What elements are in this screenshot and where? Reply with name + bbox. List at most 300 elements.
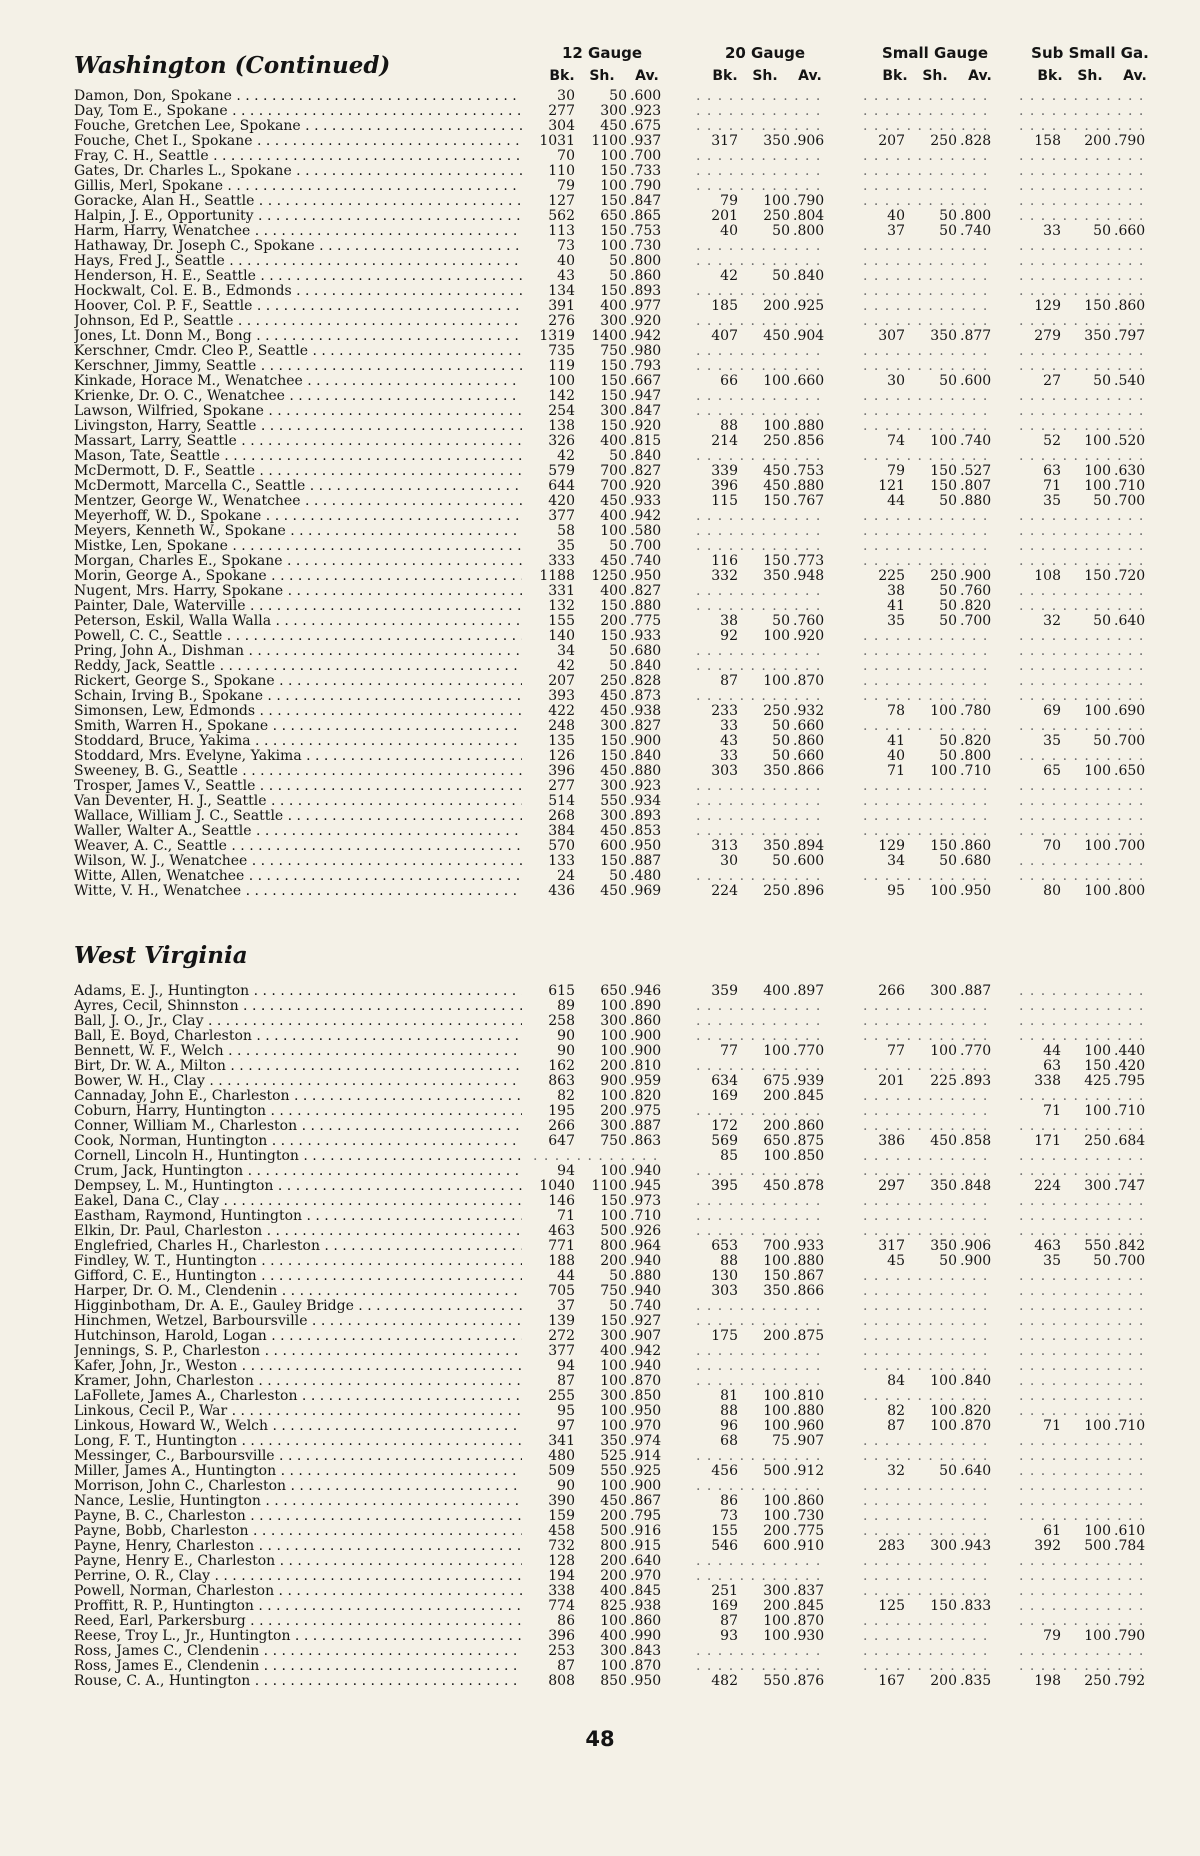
shooter-name: Kafer, John, Jr., Weston . . .: [74, 1359, 522, 1373]
broken-count: 35: [1043, 493, 1061, 509]
broken-count: 40: [887, 208, 905, 224]
table-row: [0, 449, 1200, 463]
broken-count: 108: [1034, 568, 1061, 584]
average: .710: [1114, 478, 1146, 494]
average: .700: [1114, 493, 1146, 509]
shot-count: 450: [600, 763, 627, 779]
table-row: [0, 524, 1200, 538]
average: .700: [630, 538, 662, 554]
average: .865: [630, 208, 662, 224]
table-row: [0, 314, 1200, 328]
broken-count: 42: [720, 268, 738, 284]
shot-count: 450: [600, 118, 627, 134]
empty-cell-leader: . . . . . . . . . . . .: [1019, 1433, 1145, 1449]
broken-count: 88: [720, 418, 738, 434]
broken-count: 42: [557, 448, 575, 464]
shot-count: 250: [763, 433, 790, 449]
empty-cell-leader: . . . . . . . . . . . .: [1019, 853, 1145, 869]
broken-count: 40: [887, 748, 905, 764]
broken-count: 251: [711, 1583, 738, 1599]
shot-count: 50: [609, 253, 627, 269]
average: .977: [630, 298, 662, 314]
average: .640: [630, 1553, 662, 1569]
shooter-name: Gifford, C. E., Huntington . . .: [74, 1269, 522, 1283]
empty-cell-leader: . . . . . . . . . . . .: [696, 1013, 822, 1029]
shot-count: 225: [930, 1073, 957, 1089]
average: .840: [630, 748, 662, 764]
table-row: [0, 1059, 1200, 1073]
shot-count: 200: [763, 1598, 790, 1614]
empty-cell-leader: . . . . . . . . . . . .: [863, 538, 989, 554]
shooter-name: Morrison, John C., Charleston . . .: [74, 1479, 522, 1493]
shot-count: 250: [763, 883, 790, 899]
average: .810: [630, 1058, 662, 1074]
table-row: [0, 1014, 1200, 1028]
average: .893: [960, 1073, 992, 1089]
broken-count: 32: [1043, 613, 1061, 629]
broken-count: 27: [1043, 373, 1061, 389]
average: .887: [630, 1118, 662, 1134]
empty-cell-leader: . . . . . . . . . . . .: [696, 688, 822, 704]
average: .969: [630, 883, 662, 899]
table-row: [0, 1584, 1200, 1598]
average: .720: [1114, 568, 1146, 584]
broken-count: 253: [548, 1643, 575, 1659]
shot-count: 200: [600, 613, 627, 629]
shot-count: 250: [600, 673, 627, 689]
average: .877: [960, 328, 992, 344]
shot-count: 50: [1093, 613, 1111, 629]
shot-count: 100: [763, 1508, 790, 1524]
broken-count: 79: [1043, 1628, 1061, 1644]
average: .907: [630, 1328, 662, 1344]
average: .920: [630, 418, 662, 434]
table-row: [0, 839, 1200, 853]
broken-count: 159: [548, 1508, 575, 1524]
column-subheader: Bk.: [882, 68, 908, 84]
shot-count: 1100: [591, 1178, 627, 1194]
average: .640: [960, 1463, 992, 1479]
average: .828: [630, 673, 662, 689]
shot-count: 75: [772, 1433, 790, 1449]
shooter-name: Peterson, Eskil, Walla Walla . . .: [74, 614, 522, 628]
broken-count: 303: [711, 1283, 738, 1299]
broken-count: 43: [720, 733, 738, 749]
broken-count: 96: [720, 1418, 738, 1434]
shooter-name: Fouche, Chet I., Spokane . . .: [74, 134, 522, 148]
broken-count: 37: [557, 1298, 575, 1314]
broken-count: 79: [720, 193, 738, 209]
shot-count: 50: [1093, 493, 1111, 509]
table-row: [0, 764, 1200, 778]
table-row: [0, 209, 1200, 223]
broken-count: 863: [548, 1073, 575, 1089]
broken-count: 87: [720, 1613, 738, 1629]
shooter-name: Smith, Warren H., Spokane . . .: [74, 719, 522, 733]
shot-count: 300: [600, 313, 627, 329]
average: .970: [630, 1418, 662, 1434]
shot-count: 750: [600, 1283, 627, 1299]
shooter-name: Kerschner, Cmdr. Cleo P., Seattle . . .: [74, 344, 522, 358]
empty-cell-leader: . . . . . . . . . . . .: [863, 403, 989, 419]
shooter-name: Simonsen, Lew, Edmonds . . .: [74, 704, 522, 718]
empty-cell-leader: . . . . . . . . . . . .: [696, 793, 822, 809]
shooter-name: Gillis, Merl, Spokane . . .: [74, 179, 522, 193]
average: .845: [630, 1583, 662, 1599]
shooter-name: Dempsey, L. M., Huntington . . .: [74, 1179, 522, 1193]
broken-count: 38: [720, 613, 738, 629]
table-row: [0, 1479, 1200, 1493]
empty-cell-leader: . . . . . . . . . . . .: [863, 1553, 989, 1569]
table-row: [0, 1329, 1200, 1343]
broken-count: 338: [1034, 1073, 1061, 1089]
broken-count: 35: [557, 538, 575, 554]
section-title: Washington (Continued): [74, 52, 391, 79]
average: .820: [630, 1088, 662, 1104]
broken-count: 167: [878, 1673, 905, 1689]
broken-count: 313: [711, 838, 738, 854]
shot-count: 150: [1084, 568, 1111, 584]
empty-cell-leader: . . . . . . . . . . . .: [1019, 583, 1145, 599]
broken-count: 396: [548, 763, 575, 779]
empty-cell-leader: . . . . . . . . . . . .: [696, 1553, 822, 1569]
average: .770: [960, 1043, 992, 1059]
empty-cell-leader: . . . . . . . . . . . .: [1019, 1328, 1145, 1344]
shot-count: 400: [600, 583, 627, 599]
broken-count: 73: [557, 238, 575, 254]
average: .610: [1114, 1523, 1146, 1539]
empty-cell-leader: . . . . . . . . . . . .: [696, 778, 822, 794]
empty-cell-leader: . . . . . . . . . . . .: [1019, 1373, 1145, 1389]
broken-count: 185: [711, 298, 738, 314]
average: .660: [793, 718, 825, 734]
average: .920: [793, 628, 825, 644]
shooter-name: Higginbotham, Dr. A. E., Gauley Bridge . . .: [74, 1299, 522, 1313]
table-row: [0, 614, 1200, 628]
shooter-name: Hutchinson, Harold, Logan . . .: [74, 1329, 522, 1343]
average: .710: [1114, 1418, 1146, 1434]
shot-count: 300: [600, 1643, 627, 1659]
empty-cell-leader: . . . . . . . . . . . .: [863, 88, 989, 104]
average: .795: [1114, 1073, 1146, 1089]
average: .880: [793, 478, 825, 494]
table-row: [0, 704, 1200, 718]
table-row: [0, 164, 1200, 178]
table-row: [0, 104, 1200, 118]
shot-count: 650: [763, 1133, 790, 1149]
shot-count: 100: [1084, 1418, 1111, 1434]
average: .660: [793, 748, 825, 764]
average: .946: [630, 983, 662, 999]
shot-count: 200: [763, 1328, 790, 1344]
broken-count: 482: [711, 1673, 738, 1689]
shot-count: 50: [939, 613, 957, 629]
broken-count: 277: [548, 778, 575, 794]
average: .910: [793, 1538, 825, 1554]
column-subheader: Av.: [798, 68, 822, 84]
shot-count: 450: [600, 1493, 627, 1509]
broken-count: 125: [878, 1598, 905, 1614]
shot-count: 500: [600, 1223, 627, 1239]
average: .933: [630, 628, 662, 644]
shot-count: 650: [600, 983, 627, 999]
average: .740: [960, 433, 992, 449]
shot-count: 800: [600, 1238, 627, 1254]
empty-cell-leader: . . . . . . . . . . . .: [1019, 1403, 1145, 1419]
shot-count: 150: [600, 748, 627, 764]
shot-count: 250: [1084, 1673, 1111, 1689]
empty-cell-leader: . . . . . . . . . . . .: [863, 1628, 989, 1644]
average: .915: [630, 1538, 662, 1554]
table-row: [0, 779, 1200, 793]
shooter-name: Hockwalt, Col. E. B., Edmonds . . .: [74, 284, 522, 298]
shot-count: 700: [763, 1238, 790, 1254]
shooter-name: Bennett, W. F., Welch . . .: [74, 1044, 522, 1058]
average: .804: [793, 208, 825, 224]
broken-count: 82: [557, 1088, 575, 1104]
broken-count: 35: [1043, 1253, 1061, 1269]
broken-count: 341: [548, 1433, 575, 1449]
shooter-name: Elkin, Dr. Paul, Charleston . . .: [74, 1224, 522, 1238]
shooter-name: Reese, Troy L., Jr., Huntington . . .: [74, 1629, 522, 1643]
shot-count: 450: [600, 883, 627, 899]
average: .950: [630, 1403, 662, 1419]
shooter-name: Cornell, Lincoln H., Huntington . . .: [74, 1149, 522, 1163]
shot-count: 100: [1084, 1523, 1111, 1539]
average: .926: [630, 1223, 662, 1239]
shot-count: 100: [600, 1418, 627, 1434]
shot-count: 250: [1084, 1133, 1111, 1149]
shot-count: 100: [763, 1493, 790, 1509]
column-group-header: 12 Gauge: [561, 44, 643, 62]
average: .880: [960, 493, 992, 509]
table-row: [0, 359, 1200, 373]
shot-count: 50: [1093, 1253, 1111, 1269]
shot-count: 600: [763, 1538, 790, 1554]
empty-cell-leader: . . . . . . . . . . . .: [696, 313, 822, 329]
empty-cell-leader: . . . . . . . . . . . .: [696, 238, 822, 254]
average: .870: [630, 1373, 662, 1389]
shot-count: 50: [772, 268, 790, 284]
empty-cell-leader: . . . . . . . . . . . .: [696, 1448, 822, 1464]
average: .680: [630, 643, 662, 659]
table-row: [0, 869, 1200, 883]
empty-cell-leader: . . . . . . . . . . . .: [696, 1298, 822, 1314]
broken-count: 615: [548, 983, 575, 999]
empty-cell-leader: . . . . . . . . . . . .: [1019, 1598, 1145, 1614]
broken-count: 44: [1043, 1043, 1061, 1059]
empty-cell-leader: . . . . . . . . . . . .: [863, 1523, 989, 1539]
empty-cell-leader: . . . . . . . . . . . .: [1019, 358, 1145, 374]
average: .480: [630, 868, 662, 884]
column-subheader: Sh.: [589, 68, 615, 84]
broken-count: 86: [720, 1493, 738, 1509]
broken-count: 317: [878, 1238, 905, 1254]
average: .900: [960, 568, 992, 584]
average: .820: [960, 1403, 992, 1419]
empty-cell-leader: . . . . . . . . . . . .: [696, 1343, 822, 1359]
shooter-name: Perrine, O. R., Clay . . .: [74, 1569, 522, 1583]
shot-count: 300: [600, 1328, 627, 1344]
shooter-name: Long, F. T., Huntington . . .: [74, 1434, 522, 1448]
table-row: [0, 1404, 1200, 1418]
broken-count: 135: [548, 733, 575, 749]
shot-count: 100: [600, 1613, 627, 1629]
average: .710: [1114, 1103, 1146, 1119]
broken-count: 562: [548, 208, 575, 224]
shot-count: 200: [600, 1253, 627, 1269]
empty-cell-leader: . . . . . . . . . . . .: [696, 643, 822, 659]
broken-count: 73: [720, 1508, 738, 1524]
average: .675: [630, 118, 662, 134]
shot-count: 250: [763, 208, 790, 224]
shot-count: 300: [600, 403, 627, 419]
average: .827: [630, 583, 662, 599]
table-row: [0, 419, 1200, 433]
average: .920: [630, 313, 662, 329]
shooter-name: Harper, Dr. O. M., Clendenin . . .: [74, 1284, 522, 1298]
shooter-name: Jennings, S. P., Charleston . . .: [74, 1344, 522, 1358]
table-row: [0, 854, 1200, 868]
table-row: [0, 554, 1200, 568]
empty-cell-leader: . . . . . . . . . . . .: [863, 778, 989, 794]
broken-count: 38: [887, 583, 905, 599]
average: .947: [630, 388, 662, 404]
shot-count: 200: [1084, 133, 1111, 149]
empty-cell-leader: . . . . . . . . . . . .: [1019, 103, 1145, 119]
broken-count: 277: [548, 103, 575, 119]
average: .900: [630, 1043, 662, 1059]
empty-cell-leader: . . . . . . . . . . . .: [696, 163, 822, 179]
empty-cell-leader: . . . . . . . . . . . .: [1019, 313, 1145, 329]
shot-count: 100: [930, 433, 957, 449]
broken-count: 133: [548, 853, 575, 869]
table-row: [0, 794, 1200, 808]
table-row: [0, 479, 1200, 493]
broken-count: 808: [548, 1673, 575, 1689]
shot-count: 200: [763, 1523, 790, 1539]
shot-count: 250: [930, 133, 957, 149]
average: .973: [630, 1193, 662, 1209]
shooter-name: Messinger, C., Barboursville . . .: [74, 1449, 522, 1463]
table-row: [0, 1509, 1200, 1523]
table-row: [0, 1629, 1200, 1643]
broken-count: 266: [878, 983, 905, 999]
empty-cell-leader: . . . . . . . . . . . .: [863, 1568, 989, 1584]
empty-cell-leader: . . . . . . . . . . . .: [863, 793, 989, 809]
broken-count: 121: [878, 478, 905, 494]
shot-count: 50: [609, 268, 627, 284]
empty-cell-leader: . . . . . . . . . . . .: [1019, 508, 1145, 524]
empty-cell-leader: . . . . . . . . . . . .: [696, 253, 822, 269]
broken-count: 384: [548, 823, 575, 839]
shot-count: 100: [1084, 1103, 1111, 1119]
average: .880: [630, 763, 662, 779]
average: .906: [960, 1238, 992, 1254]
empty-cell-leader: . . . . . . . . . . . .: [863, 1643, 989, 1659]
average: .847: [630, 403, 662, 419]
empty-cell-leader: . . . . . . . . . . . .: [863, 118, 989, 134]
shot-count: 200: [600, 1508, 627, 1524]
shot-count: 350: [1084, 328, 1111, 344]
shooter-name: Ross, James E., Clendenin . . .: [74, 1659, 522, 1673]
shot-count: 250: [763, 703, 790, 719]
broken-count: 463: [548, 1223, 575, 1239]
empty-cell-leader: . . . . . . . . . . . .: [1019, 688, 1145, 704]
broken-count: 78: [887, 703, 905, 719]
broken-count: 116: [711, 553, 738, 569]
shooter-name: Hathaway, Dr. Joseph C., Spokane . . .: [74, 239, 522, 253]
table-row: [0, 404, 1200, 418]
average: .840: [630, 448, 662, 464]
average: .773: [793, 553, 825, 569]
shot-count: 350: [930, 1238, 957, 1254]
broken-count: 201: [711, 208, 738, 224]
broken-count: 33: [720, 748, 738, 764]
broken-count: 140: [548, 628, 575, 644]
empty-cell-leader: . . . . . . . . . . . .: [696, 1208, 822, 1224]
table-row: [0, 1254, 1200, 1268]
broken-count: 69: [1043, 703, 1061, 719]
average: .795: [630, 1508, 662, 1524]
average: .950: [630, 838, 662, 854]
average: .790: [793, 193, 825, 209]
empty-cell-leader: . . . . . . . . . . . .: [863, 1493, 989, 1509]
broken-count: 33: [720, 718, 738, 734]
shot-count: 450: [763, 1178, 790, 1194]
average: .945: [630, 1178, 662, 1194]
broken-count: 279: [1034, 328, 1061, 344]
shot-count: 300: [600, 808, 627, 824]
shooter-name: Massart, Larry, Seattle . . .: [74, 434, 522, 448]
broken-count: 65: [1043, 763, 1061, 779]
empty-cell-leader: . . . . . . . . . . . .: [696, 283, 822, 299]
empty-cell-leader: . . . . . . . . . . . .: [863, 268, 989, 284]
broken-count: 84: [887, 1373, 905, 1389]
average: .784: [1114, 1538, 1146, 1554]
empty-cell-leader: . . . . . . . . . . . .: [1019, 1013, 1145, 1029]
empty-cell-leader: . . . . . . . . . . . .: [1019, 1343, 1145, 1359]
shooter-name: Nugent, Mrs. Harry, Spokane . . .: [74, 584, 522, 598]
broken-count: 88: [720, 1403, 738, 1419]
broken-count: 79: [887, 463, 905, 479]
shot-count: 300: [600, 718, 627, 734]
shot-count: 100: [763, 1043, 790, 1059]
empty-cell-leader: . . . . . . . . . . . .: [1019, 418, 1145, 434]
average: .710: [960, 763, 992, 779]
shot-count: 300: [930, 1538, 957, 1554]
average: .990: [630, 1628, 662, 1644]
average: .760: [960, 583, 992, 599]
shot-count: 100: [600, 1208, 627, 1224]
broken-count: 509: [548, 1463, 575, 1479]
broken-count: 119: [548, 358, 575, 374]
table-row: [0, 329, 1200, 343]
shot-count: 200: [600, 1568, 627, 1584]
average: .870: [793, 673, 825, 689]
average: .914: [630, 1448, 662, 1464]
shot-count: 500: [763, 1463, 790, 1479]
average: .938: [630, 1598, 662, 1614]
average: .843: [630, 1643, 662, 1659]
average: .630: [1114, 463, 1146, 479]
broken-count: 258: [548, 1013, 575, 1029]
empty-cell-leader: . . . . . . . . . . . .: [863, 178, 989, 194]
broken-count: 175: [711, 1328, 738, 1344]
average: .797: [1114, 328, 1146, 344]
average: .847: [630, 193, 662, 209]
broken-count: 92: [720, 628, 738, 644]
